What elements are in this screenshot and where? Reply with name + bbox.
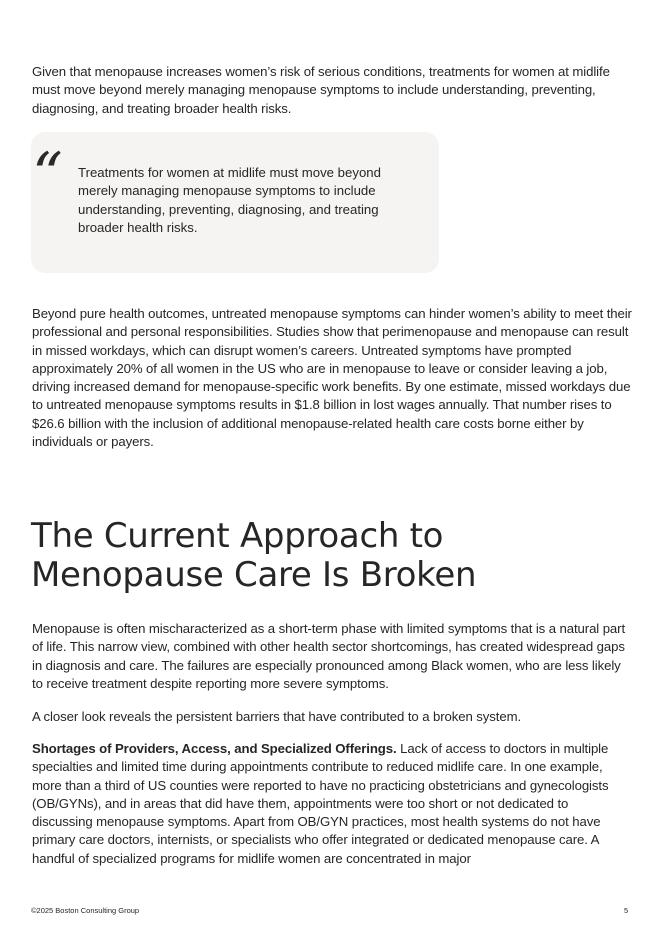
- footer-copyright: ©2025 Boston Consulting Group: [31, 906, 140, 915]
- shortages-paragraph: [32, 740, 632, 868]
- intro-paragraph: Given that menopause increases women’s risk of serious conditions, treatments for women at midlife must move beyond merely managing menopause symptoms to include understanding, preventing, diagnosing, and treating broader health risks.: [32, 64, 610, 116]
- quote-mark-icon: “: [32, 140, 63, 210]
- closer-look-paragraph: A closer look reveals the persistent barriers that have contributed to a broken system.: [32, 709, 522, 724]
- pull-quote-box: [31, 132, 439, 273]
- beyond-health-paragraph: Beyond pure health outcomes, untreated menopause symptoms can hinder women’s ability to meet their professional and personal responsibilities. Studies show that perimenopause and menopause can result in missed workdays, which can disrupt women’s careers. Untreated symptoms have prompted approximately 20% of all women in the US who are in menopause to leave or consider leaving a job, driving increased demand for menopause-specific work benefits. By one estimate, missed workdays due to untreated menopause symptoms results in $1.8 billion in lost wages annually. That number rises to $26.6 billion with the inclusion of additional menopause-related health care costs borne either by individuals or payers.: [32, 306, 632, 450]
- page-number: 5: [624, 906, 629, 915]
- mischaracterized-paragraph: Menopause is often mischaracterized as a short-term phase with limited symptoms that is a natural part of life. This narrow view, combined with other health sector shortcomings, has created widespread gaps in diagnosis and care. The failures are especially pronounced among Black women, who are less likely to receive treatment despite reporting more severe symptoms.: [32, 621, 626, 691]
- pull-quote-text: Treatments for women at midlife must move beyond merely managing menopause symptoms to include understanding, preventing, diagnosing, and treating broader health risks.: [78, 165, 381, 235]
- section-title: [31, 517, 631, 595]
- section-title-line-2: Menopause Care Is Broken: [31, 555, 477, 595]
- section-title-line-1: The Current Approach to: [31, 516, 444, 556]
- shortages-body: Lack of access to doctors in multiple specialties and limited time during appointments contribute to reduced midlife care. In one example, more than a third of US counties were reported to have no practicing obstetricians and gynecologists (OB/GYNs), and in areas that did have them, appointments were too short or not dedicated to discussing menopause symptoms. Apart from OB/GYN practices, most health systems do not have primary care doctors, internists, or specialists who offer integrated or dedicated menopause care. A handful of specialized programs for midlife women are concentrated in major: [32, 741, 609, 866]
- shortages-lead: Shortages of Providers, Access, and Specialized Offerings.: [32, 741, 397, 756]
